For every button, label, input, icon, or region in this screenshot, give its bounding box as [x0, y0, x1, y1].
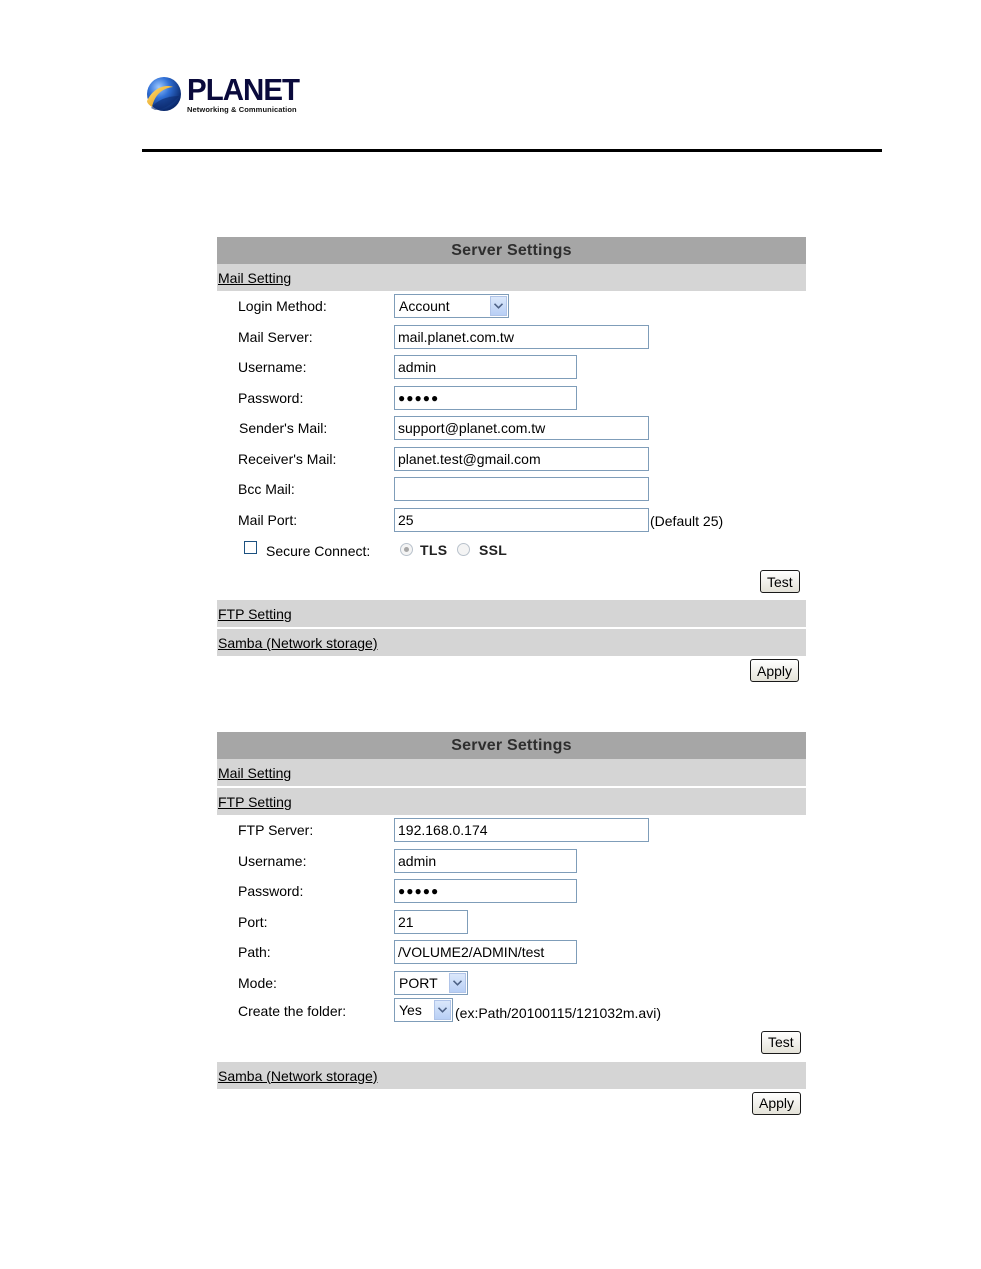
ftp-mode-label: Mode:: [238, 974, 277, 991]
login-method-select[interactable]: [394, 294, 509, 318]
ssl-label: SSL: [479, 542, 508, 558]
login-method-label: Login Method:: [238, 298, 327, 314]
receiver-mail-label: Receiver's Mail:: [238, 450, 337, 467]
mail-test-row: [217, 567, 806, 598]
ftp-password-label: Password:: [238, 883, 304, 899]
receiver-mail-input[interactable]: planet.test@gmail.com: [394, 447, 649, 471]
sender-mail-label: Sender's Mail:: [239, 420, 328, 436]
ftp-port-input[interactable]: 21: [394, 910, 468, 934]
section-samba: [217, 1060, 806, 1089]
tls-label: TLS: [420, 542, 448, 558]
mail-setting-link[interactable]: Mail Setting: [218, 765, 292, 781]
header-divider: [142, 149, 882, 152]
create-folder-select[interactable]: [394, 998, 453, 1022]
server-settings-panel-mail: [217, 237, 806, 687]
apply-button[interactable]: Apply: [752, 1092, 801, 1115]
mail-port-hint: (Default 25): [650, 512, 724, 529]
section-mail-setting: [217, 759, 806, 786]
section-samba: [217, 627, 806, 656]
mail-username-label: Username:: [238, 359, 307, 375]
sender-mail-row: [217, 413, 806, 444]
brand-tagline: Networking & Communication: [187, 105, 297, 114]
mail-password-row: [217, 383, 806, 414]
chevron-down-icon[interactable]: [449, 973, 466, 993]
login-method-row: [217, 291, 806, 322]
bcc-mail-row: [217, 474, 806, 505]
ftp-path-label: Path:: [238, 944, 271, 960]
samba-link[interactable]: Samba (Network storage): [218, 1067, 378, 1084]
mail-port-input[interactable]: 25: [394, 508, 649, 532]
ftp-password-row: [217, 876, 806, 907]
mail-password-label: Password:: [238, 389, 304, 406]
apply-button[interactable]: Apply: [750, 659, 799, 682]
section-ftp-setting: [217, 786, 806, 815]
ftp-username-row: [217, 846, 806, 877]
samba-link[interactable]: Samba (Network storage): [218, 635, 378, 651]
ftp-mode-value: PORT: [399, 974, 438, 991]
section-ftp-setting: [217, 598, 806, 627]
panel-title: Server Settings: [217, 237, 806, 264]
ftp-mode-row: [217, 968, 806, 999]
create-folder-hint: (ex:Path/20100115/121032m.avi): [455, 1005, 661, 1021]
mail-username-row: [217, 352, 806, 383]
ftp-test-row: [217, 1029, 806, 1060]
ftp-password-input[interactable]: ●●●●●: [394, 879, 577, 903]
server-settings-panel-ftp: [217, 732, 806, 1119]
secure-connect-label: Secure Connect:: [266, 543, 371, 559]
mail-username-input[interactable]: admin: [394, 355, 577, 379]
ftp-path-row: [217, 937, 806, 968]
chevron-down-icon[interactable]: [490, 296, 507, 316]
mail-password-input[interactable]: ●●●●●: [394, 386, 577, 410]
brand-name: PLANET: [187, 72, 300, 107]
ftp-server-row: [217, 815, 806, 846]
ftp-test-button[interactable]: Test: [761, 1031, 801, 1054]
planet-logo: [143, 74, 305, 114]
mail-server-input[interactable]: mail.planet.com.tw: [394, 325, 649, 349]
ftp-setting-link[interactable]: FTP Setting: [218, 794, 292, 810]
panel-title: Server Settings: [217, 732, 806, 759]
secure-connect-checkbox[interactable]: [244, 541, 257, 554]
ftp-port-row: [217, 907, 806, 938]
create-folder-value: Yes: [399, 1002, 422, 1018]
apply-row: [217, 656, 806, 687]
secure-connect-row: [217, 535, 806, 567]
mail-port-row: [217, 505, 806, 536]
mail-server-row: [217, 322, 806, 353]
mail-setting-link[interactable]: Mail Setting: [218, 270, 292, 286]
create-folder-label: Create the folder:: [238, 1003, 347, 1019]
sender-mail-input[interactable]: support@planet.com.tw: [394, 416, 649, 440]
create-folder-row: [217, 998, 806, 1029]
ftp-port-label: Port:: [238, 913, 268, 930]
bcc-mail-input[interactable]: [394, 477, 649, 501]
mail-server-label: Mail Server:: [238, 328, 313, 345]
ftp-path-input[interactable]: /VOLUME2/ADMIN/test: [394, 940, 577, 964]
ftp-setting-link[interactable]: FTP Setting: [218, 606, 292, 622]
ftp-server-label: FTP Server:: [238, 822, 314, 838]
ftp-server-input[interactable]: 192.168.0.174: [394, 818, 649, 842]
ftp-username-label: Username:: [238, 852, 307, 869]
login-method-value: Account: [399, 298, 450, 314]
mail-test-button[interactable]: Test: [760, 570, 800, 593]
ssl-radio[interactable]: [457, 543, 470, 556]
bcc-mail-label: Bcc Mail:: [238, 481, 295, 497]
tls-radio[interactable]: [400, 543, 413, 556]
apply-row: [217, 1089, 806, 1120]
ftp-username-input[interactable]: admin: [394, 849, 577, 873]
ftp-mode-select[interactable]: [394, 971, 468, 995]
mail-port-label: Mail Port:: [238, 511, 298, 528]
section-mail-setting: [217, 264, 806, 291]
globe-logo-icon: [143, 74, 183, 114]
receiver-mail-row: [217, 444, 806, 475]
chevron-down-icon[interactable]: [434, 1000, 451, 1020]
